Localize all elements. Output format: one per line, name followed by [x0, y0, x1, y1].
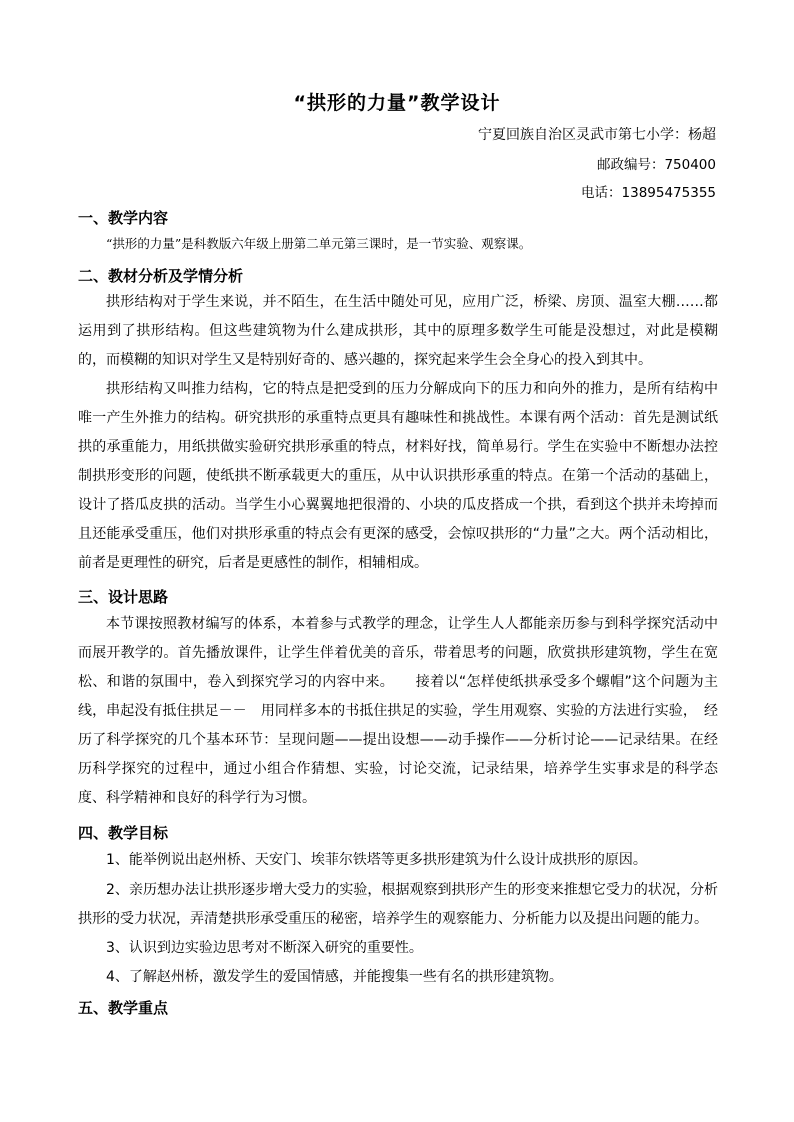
- goal-item-3: 3、认识到边实验边思考对不断深入研究的重要性。: [106, 940, 423, 956]
- analysis-paragraph-2: 拱形结构又叫推力结构，它的特点是把受到的压力分解成向下的压力和向外的推力，是所有结构中唯一产生外推力的结构。研究拱形的承重特点更具有趣味性和挑战性。本课有两个活动：首先是测试纸拱的承重能力，用纸拱做实验研究拱形承重的特点，材料好找，简单易行。学生在实验中不断想办法控制拱形变形的问题，使纸拱不断承载更大的重压，从中认识拱形承重的特点。在第一个活动的基础上，设计了搭瓜皮拱的活动。当学生小心翼翼地把很滑的、小块的瓜皮搭成一个拱，看到这个拱并未垮掉而且还能承受重压，他们对拱形承重的特点会有更深的感受，会惊叹拱形的“力量”之大。两个活动相比，前者是更理性的研究，后者是更感性的制作，相辅相成。: [78, 381, 718, 571]
- section-content-paragraph: “拱形的力量”是科教版六年级上册第二单元第三课时，是一节实验、观察课。: [106, 236, 532, 251]
- section-heading-analysis: 二、教材分析及学情分析: [78, 267, 244, 285]
- analysis-paragraph-1: 拱形结构对于学生来说，并不陌生，在生活中随处可见，应用广泛，桥梁、房顶、温室大棚……都运用到了拱形结构。但这些建筑物为什么建成拱形，其中的原理多数学生可能是没想过，对此是模糊的，而模糊的知识对学生又是特别好奇的、感兴趣的，探究起来学生会全身心的投入到其中。: [78, 294, 718, 368]
- author-line: 宁夏回族自治区灵武市第七小学：杨超: [478, 127, 716, 143]
- goal-item-1: 1、能举例说出赵州桥、天安门、埃菲尔铁塔等更多拱形建筑为什么设计成拱形的原因。: [106, 852, 647, 868]
- phone-line: 电话：13895475355: [581, 185, 716, 201]
- section-heading-content: 一、教学内容: [78, 209, 169, 227]
- goal-item-2: 2、亲历想办法让拱形逐步增大受力的实验，根据观察到拱形产生的形变来推想它受力的状况，分析拱形的受力状况，弄清楚拱形承受重压的秘密，培养学生的观察能力、分析能力以及提出问题的能力。: [78, 882, 718, 927]
- section-heading-goals: 四、教学目标: [78, 824, 169, 842]
- design-paragraph: 本节课按照教材编写的体系，本着参与式教学的理念，让学生人人都能亲历参与到科学探究活动中而展开教学的。首先播放课件，让学生伴着优美的音乐，带着思考的问题，欣赏拱形建筑物，学生在宽松、和谐的氛围中，卷入到探究学习的内容中来。 接着以“怎样使纸拱承受多个螺帽”这个问题为主线，串起没有抵住拱足－－ 用同样多本的书抵住拱足的实验，学生用观察、实验的方法进行实验， 经历了科学探究的几个基本环节：呈现问题——提出设想——动手操作——分析讨论——记录结果。在经历科学探究的过程中，通过小组合作猜想、实验，讨论交流，记录结果，培养学生实事求是的科学态度、科学精神和良好的科学行为习惯。: [78, 616, 718, 806]
- document-title: “拱形的力量”教学设计: [293, 92, 501, 114]
- goal-item-4: 4、了解赵州桥，激发学生的爱国情感，并能搜集一些有名的拱形建筑物。: [106, 969, 563, 985]
- section-heading-design: 三、设计思路: [78, 588, 169, 606]
- section-heading-key-points: 五、教学重点: [78, 999, 169, 1017]
- zip-code-line: 邮政编号：750400: [596, 157, 716, 173]
